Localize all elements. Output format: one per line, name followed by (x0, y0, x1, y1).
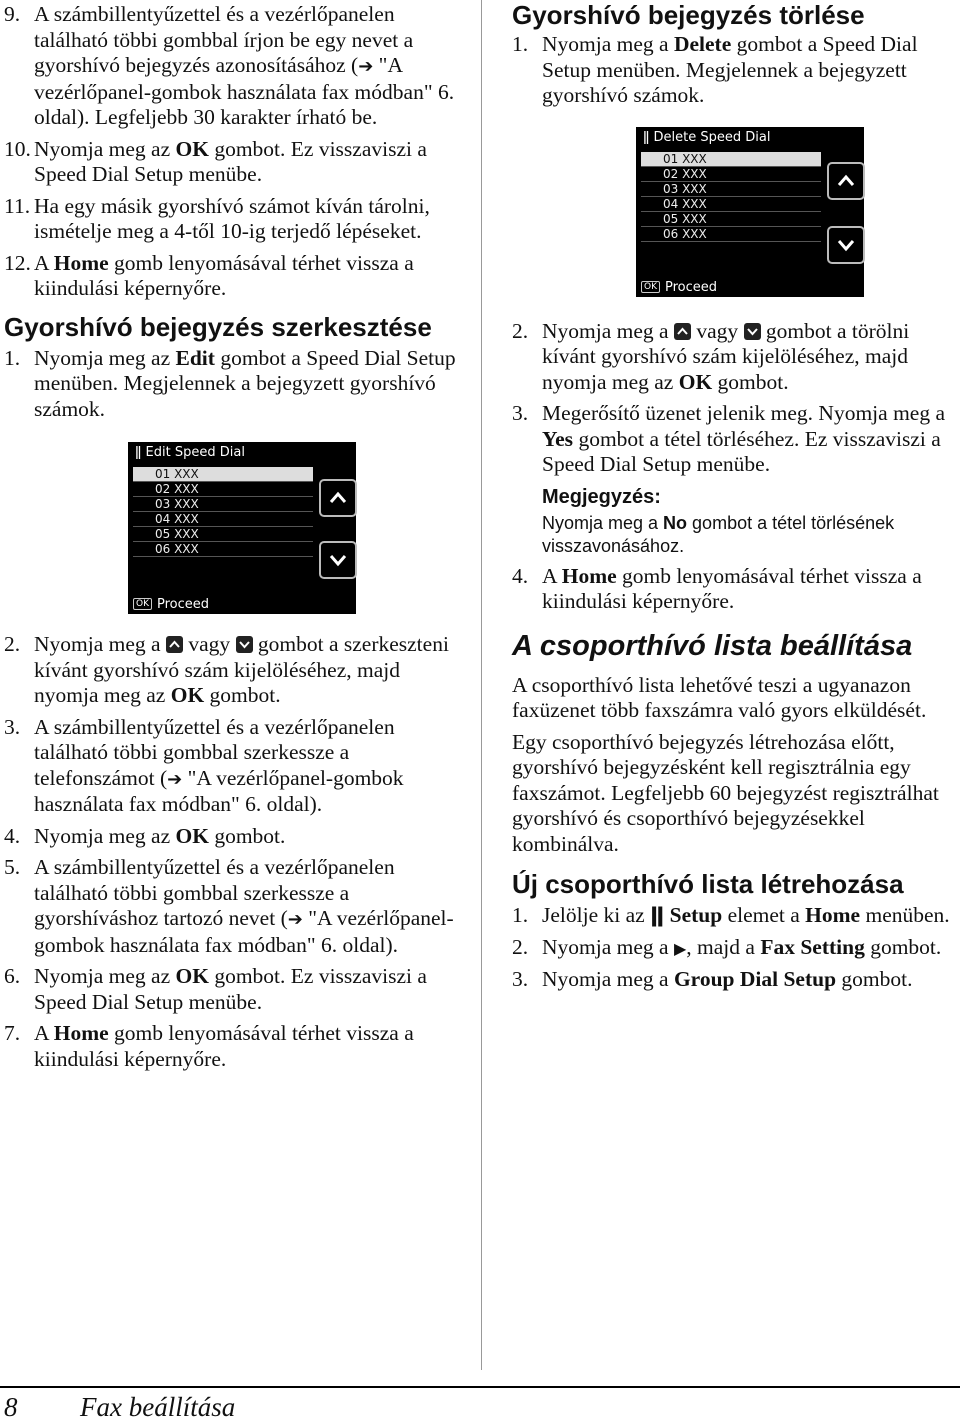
edit-step-4: 4. Nyomja meg az OK gombot. (4, 823, 286, 848)
lcd-edit-list (133, 467, 313, 557)
down-key-icon (827, 226, 865, 264)
note-text: Nyomja meg a No gombot a tétel törlésének visszavonásához. (542, 512, 895, 556)
edit-step-7: 7. A Home gomb lenyomásával térhet vissza a kiindulási képernyőre. (4, 1021, 414, 1071)
down-key-icon (236, 636, 253, 653)
lcd-delete-list (641, 152, 821, 242)
delete-step-3: 3. Megerősítő üzenet jelenik meg. Nyomja meg a Yes gombot a tétel törléséhez. Ez visszaviszi a Speed Dial Setup menübe. (512, 401, 945, 476)
ok-key-icon: OK (133, 598, 152, 610)
lcd-delete-row: 02 XXX (641, 167, 821, 182)
wrench-setup-icon: ǁ (650, 903, 665, 928)
lcd-edit-row: 02 XXX (133, 482, 313, 497)
heading-new-group: Új csoporthívó lista létrehozása (512, 869, 904, 899)
lcd-edit-row: 04 XXX (133, 512, 313, 527)
lcd-edit-row: 03 XXX (133, 497, 313, 512)
lcd-delete-row: 03 XXX (641, 182, 821, 197)
edit-step-1: 1. Nyomja meg az Edit gombot a Speed Dial Setup menüben. Megjelennek a bejegyzett gyorshívó számok. (4, 345, 456, 421)
paragraph-1: A csoporthívó lista lehetővé teszi a ugyanazon faxüzenet több faxszámra való gyors elküldését. (512, 672, 927, 722)
up-key-icon (827, 162, 865, 200)
right-triangle-icon: ▶ (673, 938, 687, 958)
wrench-setup-icon: ǁ (643, 129, 650, 145)
heading-group-list: A csoporthívó lista beállítása (512, 629, 913, 662)
heading-delete: Gyorshívó bejegyzés törlése (512, 0, 865, 30)
heading-edit: Gyorshívó bejegyzés szerkesztése (4, 311, 432, 342)
lcd-delete-row: 05 XXX (641, 212, 821, 227)
up-key-icon (166, 636, 183, 653)
lcd-edit-screen: ǁ Edit Speed Dial 01 XXX 02 XXX 03 XXX 04 XXX 05 XXX 06 XXX OK Proceed (128, 442, 356, 614)
arrow-right-icon: ➔ (358, 56, 374, 77)
paragraph-2: Egy csoporthívó bejegyzés létrehozása előtt, gyorshívó bejegyzésként kell regisztrálnia egy faxszámot. Legfeljebb 60 bejegyzést regisztrálhat gyorshívó és csoporthívó bejegyzésekkel kombinálva. (512, 729, 939, 856)
column-divider (481, 0, 482, 1370)
footer-rule (0, 1386, 960, 1388)
note-heading: Megjegyzés: (542, 485, 661, 508)
down-key-icon (319, 541, 357, 579)
group-step-3: 3. Nyomja meg a Group Dial Setup gombot. (512, 967, 913, 991)
left-column (4, 0, 466, 1072)
group-step-2: 2. Nyomja meg a ▶, majd a Fax Setting gombot. (512, 934, 942, 959)
ok-key-icon: OK (641, 281, 660, 293)
page-number: 8 (4, 1392, 18, 1422)
footer-section-title: Fax beállítása (80, 1392, 236, 1422)
up-key-icon (319, 479, 357, 517)
delete-step-2: 2. Nyomja meg a vagy gombot a törölni kívánt gyorshívó szám kijelöléséhez, majd nyomja meg az OK gombot. (512, 318, 910, 394)
lcd-delete-row: 04 XXX (641, 197, 821, 212)
lcd-delete-screen: ǁ Delete Speed Dial 01 XXX 02 XXX 03 XXX 04 XXX 05 XXX 06 XXX OK Proceed (636, 127, 864, 297)
step-10: 10. Nyomja meg az OK gombot. Ez visszaviszi a Speed Dial Setup menübe. (4, 136, 427, 186)
arrow-right-icon: ➔ (287, 909, 303, 930)
delete-step-1: 1. Nyomja meg a Delete gombot a Speed Dial Setup menüben. Megjelennek a bejegyzett gyorshívó számok. (512, 32, 918, 107)
lcd-delete-row: 06 XXX (641, 227, 821, 242)
lcd-delete-wrapper (512, 109, 958, 319)
arrow-right-icon: ➔ (167, 768, 183, 790)
edit-step-5: 5. A számbillentyűzettel és a vezérlőpanelen található többi gombbal szerkessze a gyorshíváshoz tartozó nevet (➔ "A vezérlőpanel-gombok használata fax módban" 6. oldal). (4, 855, 454, 957)
right-column (512, 0, 958, 993)
edit-step-2: 2. Nyomja meg a vagy gombot a szerkeszteni kívánt gyorshívó szám kijelöléséhez, majd nyomja meg az OK gombot. (4, 632, 449, 707)
step-12: 12. A Home gomb lenyomásával térhet vissza a kiindulási képernyőre. (4, 250, 414, 300)
down-key-icon (744, 323, 761, 340)
edit-step-6: 6. Nyomja meg az OK gombot. Ez visszaviszi a Speed Dial Setup menübe. (4, 964, 427, 1014)
lcd-delete-row: 01 XXX (641, 152, 821, 167)
edit-step-3: 3. A számbillentyűzettel és a vezérlőpanelen található többi gombbal szerkessze a telefonszámot (➔ "A vezérlőpanel-gombok használata fax módban" 6. oldal). (4, 714, 404, 816)
step-9: 9. A számbillentyűzettel és a vezérlőpanelen található többi gombbal írjon be egy nevet a gyorshívó bejegyzés azonosításához (➔ "A vezérlőpanel-gombok használata fax módban" 6. oldal). Legfeljebb 30 karakter írható be. (4, 2, 455, 129)
lcd-edit-row: 05 XXX (133, 527, 313, 542)
wrench-setup-icon: ǁ (135, 445, 142, 460)
lcd-edit-row: 01 XXX (133, 467, 313, 482)
lcd-edit-row: 06 XXX (133, 542, 313, 557)
group-step-1: 1. Jelölje ki az ǁ Setup elemet a Home menüben. (512, 903, 950, 928)
delete-step-4: 4. A Home gomb lenyomásával térhet vissza a kiindulási képernyőre. (512, 563, 922, 613)
up-key-icon (674, 323, 691, 340)
lcd-edit-wrapper (4, 422, 466, 642)
step-11: 11. Ha egy másik gyorshívó számot kíván tárolni, ismételje meg a 4-től 10-ig terjedő lépéseket. (4, 193, 430, 243)
note-box (542, 484, 958, 558)
